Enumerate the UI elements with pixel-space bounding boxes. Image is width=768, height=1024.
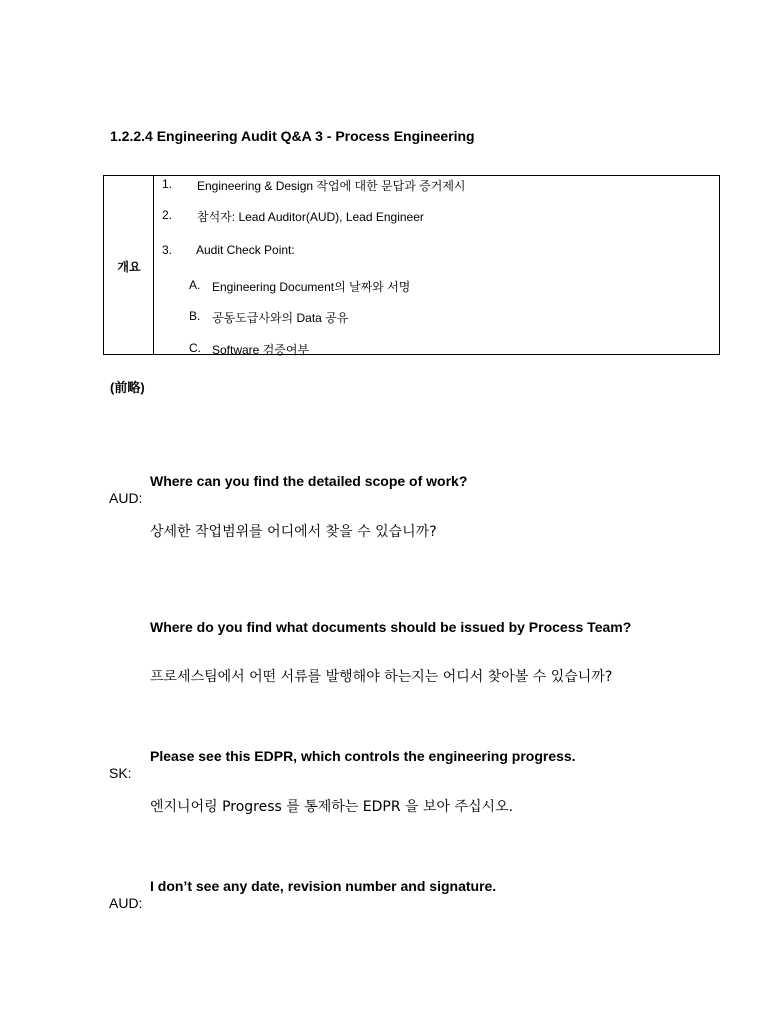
item-number: 3.	[162, 243, 173, 257]
speaker-4: AUD:	[109, 895, 143, 911]
overview-label-cell	[104, 176, 154, 354]
speaker-1: AUD:	[109, 490, 143, 506]
item-text: Engineering & Design 작업에 대한 문답과 증거제시	[197, 179, 466, 193]
speaker-3: SK:	[109, 765, 132, 781]
item-text: Audit Check Point:	[196, 243, 295, 257]
item-number: 2.	[162, 208, 173, 222]
question-en-1: Where can you find the detailed scope of work?	[150, 473, 468, 489]
item-text: Software 검증여부	[212, 343, 310, 357]
answer-en-3: Please see this EDPR, which controls the engineering progress.	[150, 748, 576, 764]
item-number: B.	[189, 309, 201, 323]
overview-label: 개요	[117, 260, 141, 274]
item-number: A.	[189, 278, 201, 292]
front-note: (前略)	[110, 380, 145, 395]
item-text: 공동도급사와의 Data 공유	[212, 311, 349, 325]
question-ko-2: 프로세스팀에서 어떤 서류를 발행해야 하는지는 어디서 찾아볼 수 있습니까?	[150, 669, 613, 685]
item-number: 1.	[162, 177, 173, 191]
question-en-2: Where do you find what documents should be issued by Process Team?	[150, 619, 632, 635]
item-text: 참석자: Lead Auditor(AUD), Lead Engineer	[197, 210, 424, 224]
overview-table	[103, 175, 720, 355]
item-text: Engineering Document의 날짜와 서명	[212, 280, 411, 294]
item-number: C.	[189, 341, 201, 355]
question-en-4: I don’t see any date, revision number and signature.	[150, 878, 497, 894]
section-heading: 1.2.2.4 Engineering Audit Q&A 3 - Process Engineering	[110, 128, 475, 144]
answer-ko-3: 엔지니어링 Progress 를 통제하는 EDPR 을 보아 주십시오.	[150, 799, 514, 815]
question-ko-1: 상세한 작업범위를 어디에서 찾을 수 있습니까?	[150, 524, 437, 540]
